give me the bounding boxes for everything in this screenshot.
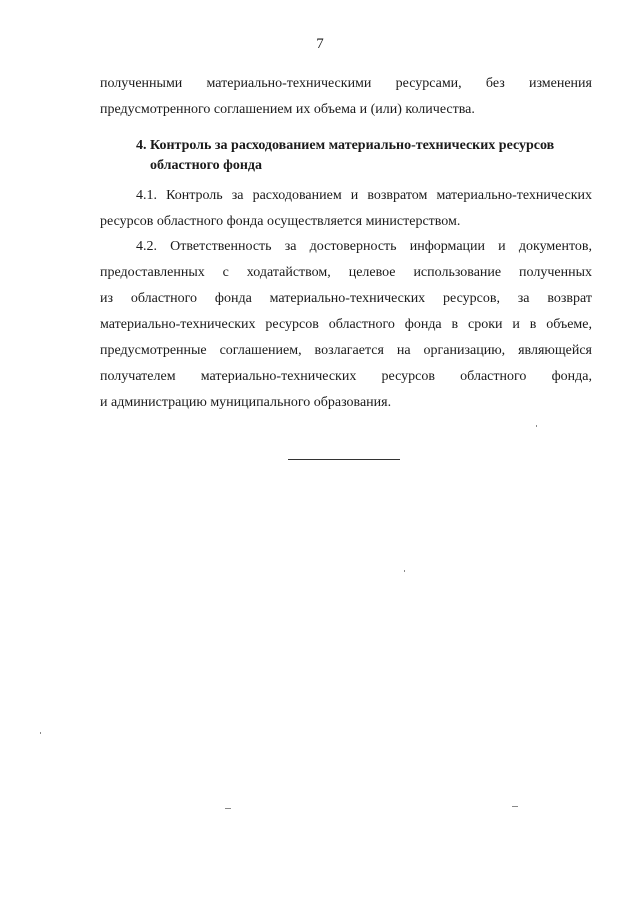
p1-line-1: 4.1. Контроль за расходованием и возвратом материально-технических [136,188,592,203]
section-heading-line-2: областного фонда [150,158,263,173]
p2-line-4: материально-технических ресурсов областного фонда в сроки и в объеме, [100,317,592,332]
intro-line-2: предусмотренного соглашением их объема и (или) количества. [100,102,475,117]
closing-separator-line [288,459,400,460]
scan-speck [536,425,537,427]
scan-speck [512,806,518,807]
scan-speck [225,808,231,809]
p2-line-5: предусмотренные соглашением, возлагается на организацию, являющейся [100,343,592,358]
scan-speck [40,732,41,734]
paragraph-4-1 [100,183,592,235]
paragraph-4-2 [100,234,592,416]
intro-line-1: полученными материально-техническими ресурсами, без изменения [100,76,592,91]
p2-line-3: из областного фонда материально-технических ресурсов, за возврат [100,291,592,306]
intro-paragraph [100,71,592,123]
p1-line-2: ресурсов областного фонда осуществляется министерством. [100,214,461,229]
page-number: 7 [316,36,324,52]
section-heading-line-1: 4. Контроль за расходованием материально-технических ресурсов [136,138,555,153]
p2-line-1: 4.2. Ответственность за достоверность информации и документов, [136,239,592,254]
section-heading [136,136,592,176]
scan-speck [404,570,405,572]
p2-line-7: и администрацию муниципального образования. [100,395,392,410]
p2-line-2: предоставленных с ходатайством, целевое использование полученных [100,265,592,280]
p2-line-6: получателем материально-технических ресурсов областного фонда, [100,369,592,384]
